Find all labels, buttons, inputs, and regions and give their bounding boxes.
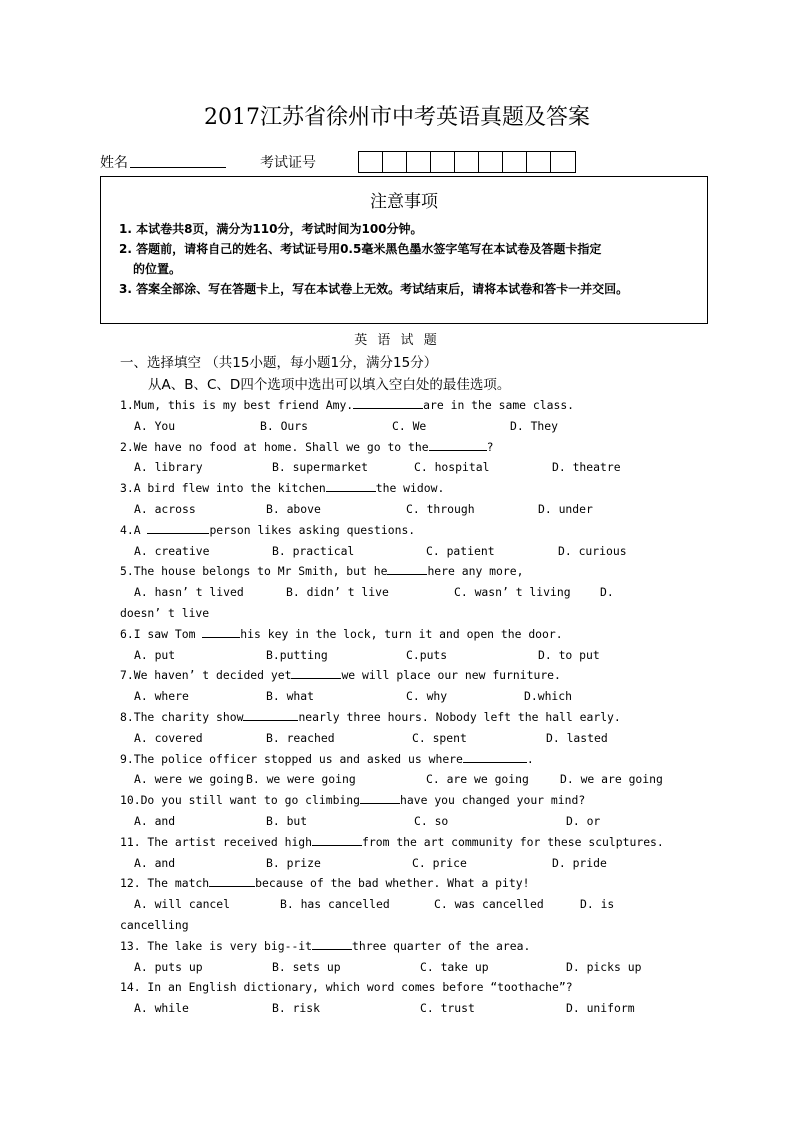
answer-option[interactable]: D. lasted	[546, 730, 608, 745]
answer-option[interactable]: D. They	[510, 418, 559, 433]
notice-item	[119, 279, 704, 299]
answer-blank[interactable]	[209, 874, 255, 887]
question-text: person likes asking questions.	[209, 522, 416, 537]
answer-option[interactable]: B. practical	[272, 543, 355, 558]
answer-option[interactable]: B. supermarket	[272, 460, 369, 475]
exam-id-box[interactable]	[503, 152, 527, 172]
option-row	[120, 853, 680, 874]
answer-option[interactable]: D.which	[524, 689, 573, 704]
answer-option[interactable]: B. sets up	[272, 959, 341, 974]
part-title: 一、选择填空 （共15小题，每小题1分，满分15分）	[120, 355, 438, 371]
option-row	[120, 457, 680, 478]
option-row	[120, 686, 680, 707]
answer-blank[interactable]	[147, 521, 209, 534]
answer-option[interactable]: A. hasn’ t lived	[134, 585, 244, 600]
answer-option[interactable]: A. and	[134, 855, 176, 870]
question-stem	[120, 624, 680, 645]
name-label: 姓名	[100, 155, 128, 171]
answer-blank[interactable]	[353, 396, 423, 409]
answer-option[interactable]: D. is	[580, 897, 615, 912]
notice-item-text: 2. 答题前，请将自己的姓名、考试证号用0.5毫米黑色墨水签字笔写在本试卷及答题卡指定	[119, 242, 602, 256]
answer-blank[interactable]	[429, 438, 487, 451]
question-text: 5.The house belongs to Mr Smith, but he	[120, 564, 388, 579]
answer-option[interactable]: A. library	[134, 460, 203, 475]
answer-blank[interactable]	[312, 833, 362, 846]
question-stem	[120, 977, 680, 998]
notice-item-text: 1. 本试卷共8页，满分为110分，考试时间为100分钟。	[119, 222, 423, 236]
notice-item-text-cont: 的位置。	[133, 262, 182, 276]
question-text: 8.The charity show	[120, 709, 244, 724]
answer-option[interactable]: C.puts	[406, 647, 448, 662]
option-row	[120, 769, 680, 790]
notice-item	[119, 239, 704, 279]
option-row	[120, 957, 680, 978]
question-stem	[120, 665, 680, 686]
question-text: three quarter of the area.	[352, 938, 531, 953]
question-text: 9.The police officer stopped us and asked us where	[120, 751, 463, 766]
option-row	[120, 645, 680, 666]
exam-id-box[interactable]	[455, 152, 479, 172]
answer-option[interactable]: A. across	[134, 501, 196, 516]
name-blank[interactable]	[130, 167, 226, 168]
option-row	[120, 811, 680, 832]
question-text: 1.Mum, this is my best friend Amy.	[120, 398, 354, 412]
answer-option[interactable]: A. creative	[134, 543, 210, 558]
question-text: 4.A	[120, 522, 148, 537]
notice-title: 注意事项	[370, 192, 438, 212]
exam-id-box[interactable]	[359, 152, 383, 172]
exam-id-box[interactable]	[407, 152, 431, 172]
answer-blank[interactable]	[387, 562, 427, 575]
answer-option[interactable]: A. while	[134, 1001, 189, 1016]
answer-option[interactable]: C. hospital	[414, 460, 490, 475]
answer-option[interactable]: D. under	[538, 501, 593, 516]
exam-id-box[interactable]	[383, 152, 407, 172]
section-heading: 英 语 试 题	[354, 333, 440, 348]
question-text: 10.Do you still want to go climbing	[120, 793, 361, 808]
question-text: because of the bad whether. What a pity!	[255, 876, 530, 891]
option-row	[120, 416, 680, 437]
question-text: have you changed your mind?	[400, 793, 586, 808]
question-text: nearly three hours. Nobody left the hall early.	[298, 709, 621, 724]
exam-id-box[interactable]	[431, 152, 455, 172]
option-row	[120, 894, 680, 915]
question-text: here any more,	[427, 564, 524, 579]
question-list	[120, 395, 680, 1019]
option-row	[120, 499, 680, 520]
question-stem	[120, 707, 680, 728]
answer-blank[interactable]	[360, 791, 400, 804]
answer-option[interactable]: D. picks up	[566, 959, 642, 974]
question-stem	[120, 832, 680, 853]
answer-option[interactable]: C. spent	[412, 730, 467, 745]
question-stem	[120, 749, 680, 770]
question-text: 6.I saw Tom	[120, 626, 203, 641]
notice-item-text: 3. 答案全部涂、写在答题卡上，写在本试卷上无效。考试结束后，请将本试卷和答卡一并交回。	[119, 282, 629, 296]
question-text: 3.A bird flew into the kitchen	[120, 481, 326, 496]
question-stem	[120, 873, 680, 894]
answer-blank[interactable]	[326, 479, 376, 492]
answer-option[interactable]: C. was cancelled	[434, 897, 544, 912]
answer-blank[interactable]	[312, 937, 352, 950]
answer-option[interactable]: C. so	[414, 813, 449, 828]
answer-option[interactable]: A. and	[134, 813, 176, 828]
answer-option[interactable]: C. price	[412, 855, 467, 870]
answer-option[interactable]: A. covered	[134, 730, 203, 745]
answer-option[interactable]: D. we are going	[560, 772, 663, 787]
option-row	[120, 541, 680, 562]
answer-option[interactable]: D.	[600, 585, 614, 600]
answer-blank[interactable]	[243, 708, 298, 721]
answer-option[interactable]: B. what	[266, 689, 315, 704]
question-text: 2.We have no food at home. Shall we go to the	[120, 439, 429, 454]
question-stem	[120, 478, 680, 499]
answer-option[interactable]: B. risk	[272, 1001, 321, 1016]
question-text: ?	[486, 439, 494, 454]
exam-id-boxes[interactable]	[358, 151, 576, 173]
option-row	[120, 728, 680, 749]
header-row	[100, 150, 700, 174]
part-instruction: 从A、B、C、D四个选项中选出可以填入空白处的最佳选项。	[148, 377, 511, 393]
option-continuation[interactable]: doesn’ t live	[120, 605, 210, 620]
answer-option[interactable]: A. were we going	[134, 772, 244, 787]
question-text: his key in the lock, turn it and open the door.	[240, 626, 563, 641]
option-continuation[interactable]: cancelling	[120, 917, 189, 932]
question-stem	[120, 936, 680, 957]
question-text: 12. The match	[120, 876, 210, 891]
question-text: the widow.	[375, 481, 445, 496]
answer-option[interactable]: C. take up	[420, 959, 489, 974]
question-text: 11. The artist received high	[120, 834, 313, 849]
question-text: 14. In an English dictionary, which word comes before “toothache”?	[120, 980, 573, 995]
exam-id-box[interactable]	[551, 152, 575, 172]
question-stem	[120, 520, 680, 541]
answer-option[interactable]: B. has cancelled	[280, 897, 390, 912]
answer-option[interactable]: C. patient	[426, 543, 495, 558]
question-stem	[120, 561, 680, 582]
question-stem	[120, 437, 680, 458]
answer-option[interactable]: A. You	[134, 418, 176, 433]
question-text: we will place our new furniture.	[341, 668, 561, 683]
option-row	[120, 998, 680, 1019]
answer-blank[interactable]	[202, 625, 240, 638]
answer-option[interactable]: B. didn’ t live	[286, 585, 389, 600]
answer-option[interactable]: C. wasn’ t living	[454, 585, 571, 600]
notice-item	[119, 219, 704, 239]
question-text: 13. The lake is very big--it	[120, 938, 313, 953]
exam-id-label: 考试证号	[260, 155, 316, 171]
answer-option[interactable]: D. theatre	[552, 460, 621, 475]
answer-option[interactable]: C. why	[406, 689, 448, 704]
notice-list	[119, 219, 704, 299]
exam-id-box[interactable]	[479, 152, 503, 172]
answer-option[interactable]: A. where	[134, 689, 189, 704]
answer-option[interactable]: B. we were going	[246, 772, 356, 787]
question-stem	[120, 790, 680, 811]
answer-option[interactable]: B. Ours	[260, 418, 309, 433]
option-row	[120, 582, 680, 603]
answer-blank[interactable]	[291, 666, 341, 679]
answer-option[interactable]: B.putting	[266, 647, 328, 662]
notice-box	[100, 176, 708, 324]
question-text: from the art community for these sculptures.	[362, 834, 664, 849]
answer-option[interactable]: C. are we going	[426, 772, 529, 787]
answer-option[interactable]: C. trust	[420, 1001, 475, 1016]
answer-blank[interactable]	[463, 750, 527, 763]
question-text: are in the same class.	[423, 398, 575, 412]
question-stem	[120, 395, 680, 416]
answer-option[interactable]: B. prize	[266, 855, 321, 870]
answer-option[interactable]: D. pride	[552, 855, 607, 870]
answer-option[interactable]: D. to put	[538, 647, 600, 662]
answer-option[interactable]: A. put	[134, 647, 176, 662]
exam-id-box[interactable]	[527, 152, 551, 172]
answer-option[interactable]: C. We	[392, 418, 427, 433]
answer-option[interactable]: A. puts up	[134, 959, 203, 974]
page-title: 2017江苏省徐州市中考英语真题及答案	[204, 105, 590, 130]
answer-option[interactable]: D. curious	[558, 543, 627, 558]
answer-option[interactable]: D. or	[566, 813, 601, 828]
answer-option[interactable]: D. uniform	[566, 1001, 635, 1016]
answer-option[interactable]: B. above	[266, 501, 321, 516]
answer-option[interactable]: B. but	[266, 813, 308, 828]
answer-option[interactable]: A. will cancel	[134, 897, 231, 912]
answer-option[interactable]: C. through	[406, 501, 475, 516]
answer-option[interactable]: B. reached	[266, 730, 335, 745]
question-text: 7.We haven’ t decided yet	[120, 668, 292, 683]
question-text: .	[526, 751, 534, 766]
